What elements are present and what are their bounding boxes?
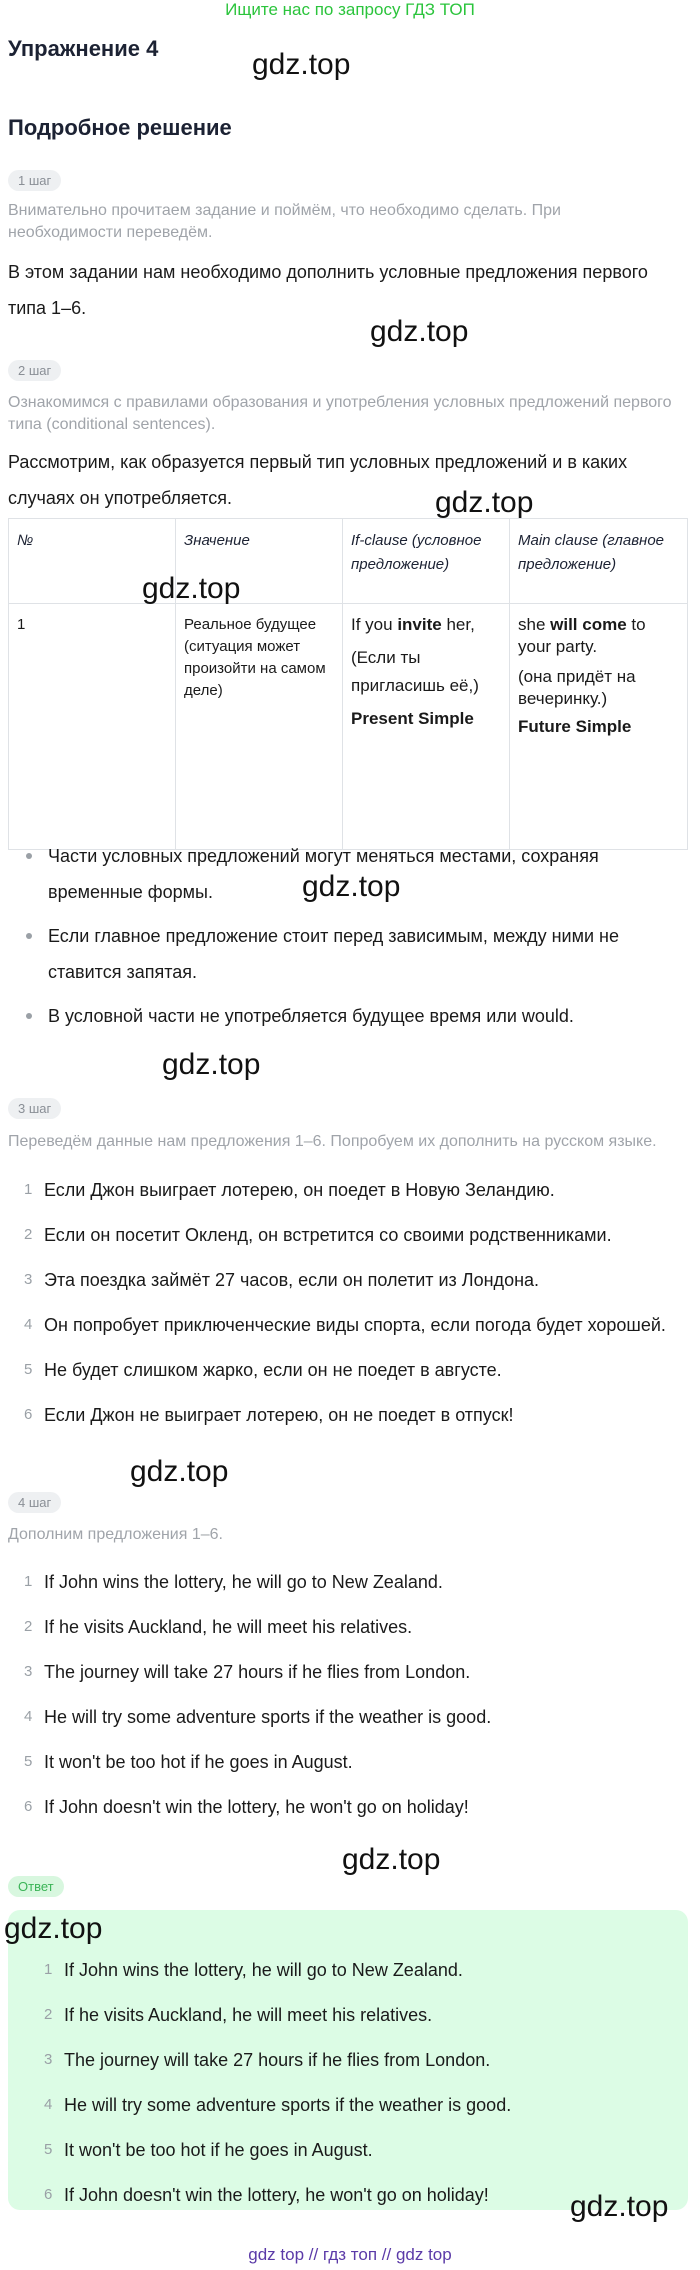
cell-meaning: Реальное будущее (ситуация может произойти на самом деле) xyxy=(176,604,343,850)
list-item: 2 Если он посетит Окленд, он встретится со своими родственниками. xyxy=(24,1225,612,1245)
answer-badge: Ответ xyxy=(8,1876,64,1897)
list-item: 6 Если Джон не выиграет лотерею, он не поедет в отпуск! xyxy=(24,1405,514,1425)
list-item: 4 He will try some adventure sports if the weather is good. xyxy=(24,1707,492,1727)
step-badge: 4 шаг xyxy=(8,1492,61,1513)
translation-list xyxy=(8,1178,698,1448)
watermark: gdz.top xyxy=(252,48,351,81)
list-item: 4 Он попробует приключенческие виды спорта, если погода будет хорошей. xyxy=(24,1315,666,1335)
table-header-row xyxy=(9,519,688,604)
watermark: gdz.top xyxy=(370,315,469,348)
list-item: 4 He will try some adventure sports if the weather is good. xyxy=(44,2095,512,2115)
if-tense: Present Simple xyxy=(351,709,474,728)
bullet-icon xyxy=(26,933,32,939)
header-main-clause: Main clause (главное предложение) xyxy=(510,519,688,604)
step-badge: 2 шаг xyxy=(8,360,61,381)
header-if-clause: If-clause (условное предложение) xyxy=(343,519,510,604)
list-item: Если главное предложение стоит перед зависимым, между ними не ставится запятая. xyxy=(18,918,688,990)
list-item: 3 The journey will take 27 hours if he flies from London. xyxy=(24,1662,471,1682)
step-note: Дополним предложения 1–6. xyxy=(8,1526,223,1543)
cell-if-clause xyxy=(343,604,510,850)
list-item: 1 Если Джон выиграет лотерею, он поедет в Новую Зеландию. xyxy=(24,1180,555,1200)
rules-list xyxy=(18,838,688,1042)
main-example: she will come to your party. xyxy=(518,615,646,656)
header-meaning: Значение xyxy=(176,519,343,604)
main-translation: (она придёт на вечеринку.) xyxy=(518,667,636,708)
watermark: gdz.top xyxy=(162,1048,261,1081)
watermark: gdz.top xyxy=(130,1455,229,1488)
if-example: If you invite her, xyxy=(351,615,475,634)
list-item: 6 If John doesn't win the lottery, he won't go on holiday! xyxy=(44,2185,489,2205)
watermark: gdz.top xyxy=(435,486,534,519)
step-note: Внимательно прочитаем задание и поймём, что необходимо сделать. При необходимости переведём. xyxy=(8,202,561,241)
answers-list xyxy=(8,1570,688,1840)
step-text: Рассмотрим, как образуется первый тип условных предложений и в каких случаях он употребляется. xyxy=(8,452,628,508)
list-item: 5 It won't be too hot if he goes in August. xyxy=(44,2140,373,2160)
step-text: В этом задании нам необходимо дополнить условные предложения первого типа 1–6. xyxy=(8,262,648,318)
answer-list xyxy=(28,1958,678,2228)
bullet-icon xyxy=(26,1013,32,1019)
watermark: gdz.top xyxy=(142,572,241,605)
table-row xyxy=(9,604,688,850)
list-item: 2 If he visits Auckland, he will meet his relatives. xyxy=(24,1617,413,1637)
watermark: gdz.top xyxy=(302,870,401,903)
footer-links[interactable]: gdz top // гдз топ // gdz top xyxy=(248,2245,452,2264)
cell-main-clause xyxy=(510,604,688,850)
list-item: 1 If John wins the lottery, he will go to New Zealand. xyxy=(44,1960,463,1980)
watermark: gdz.top xyxy=(342,1843,441,1876)
bullet-icon xyxy=(26,853,32,859)
list-item: 1 If John wins the lottery, he will go to New Zealand. xyxy=(24,1572,443,1592)
rules-table xyxy=(8,518,688,850)
step-note: Ознакомимся с правилами образования и употребления условных предложений первого типа (conditional sentences). xyxy=(8,394,672,433)
main-tense: Future Simple xyxy=(518,717,632,736)
header-number: № xyxy=(9,519,176,604)
list-item: 3 Эта поездка займёт 27 часов, если он полетит из Лондона. xyxy=(24,1270,540,1290)
list-item: Части условных предложений могут меняться местами, сохраняя временные формы. xyxy=(18,838,688,910)
list-item: В условной части не употребляется будущее время или would. xyxy=(18,998,688,1034)
step-note: Переведём данные нам предложения 1–6. Попробуем их дополнить на русском языке. xyxy=(8,1133,657,1150)
solution-heading: Подробное решение xyxy=(8,115,232,140)
search-banner[interactable]: Ищите нас по запросу ГДЗ ТОП xyxy=(225,0,475,19)
list-item: 6 If John doesn't win the lottery, he won't go on holiday! xyxy=(24,1797,469,1817)
list-item: 3 The journey will take 27 hours if he flies from London. xyxy=(44,2050,491,2070)
list-item: 2 If he visits Auckland, he will meet his relatives. xyxy=(44,2005,433,2025)
if-translation: (Если ты пригласишь её,) xyxy=(351,648,479,695)
list-item: 5 It won't be too hot if he goes in August. xyxy=(24,1752,353,1772)
exercise-title: Упражнение 4 xyxy=(8,36,159,61)
cell-number: 1 xyxy=(9,604,176,850)
step-badge: 3 шаг xyxy=(8,1098,61,1119)
step-badge: 1 шаг xyxy=(8,170,61,191)
list-item: 5 Не будет слишком жарко, если он не поедет в августе. xyxy=(24,1360,502,1380)
watermark: gdz.top xyxy=(4,1912,103,1945)
watermark: gdz.top xyxy=(570,2190,669,2223)
